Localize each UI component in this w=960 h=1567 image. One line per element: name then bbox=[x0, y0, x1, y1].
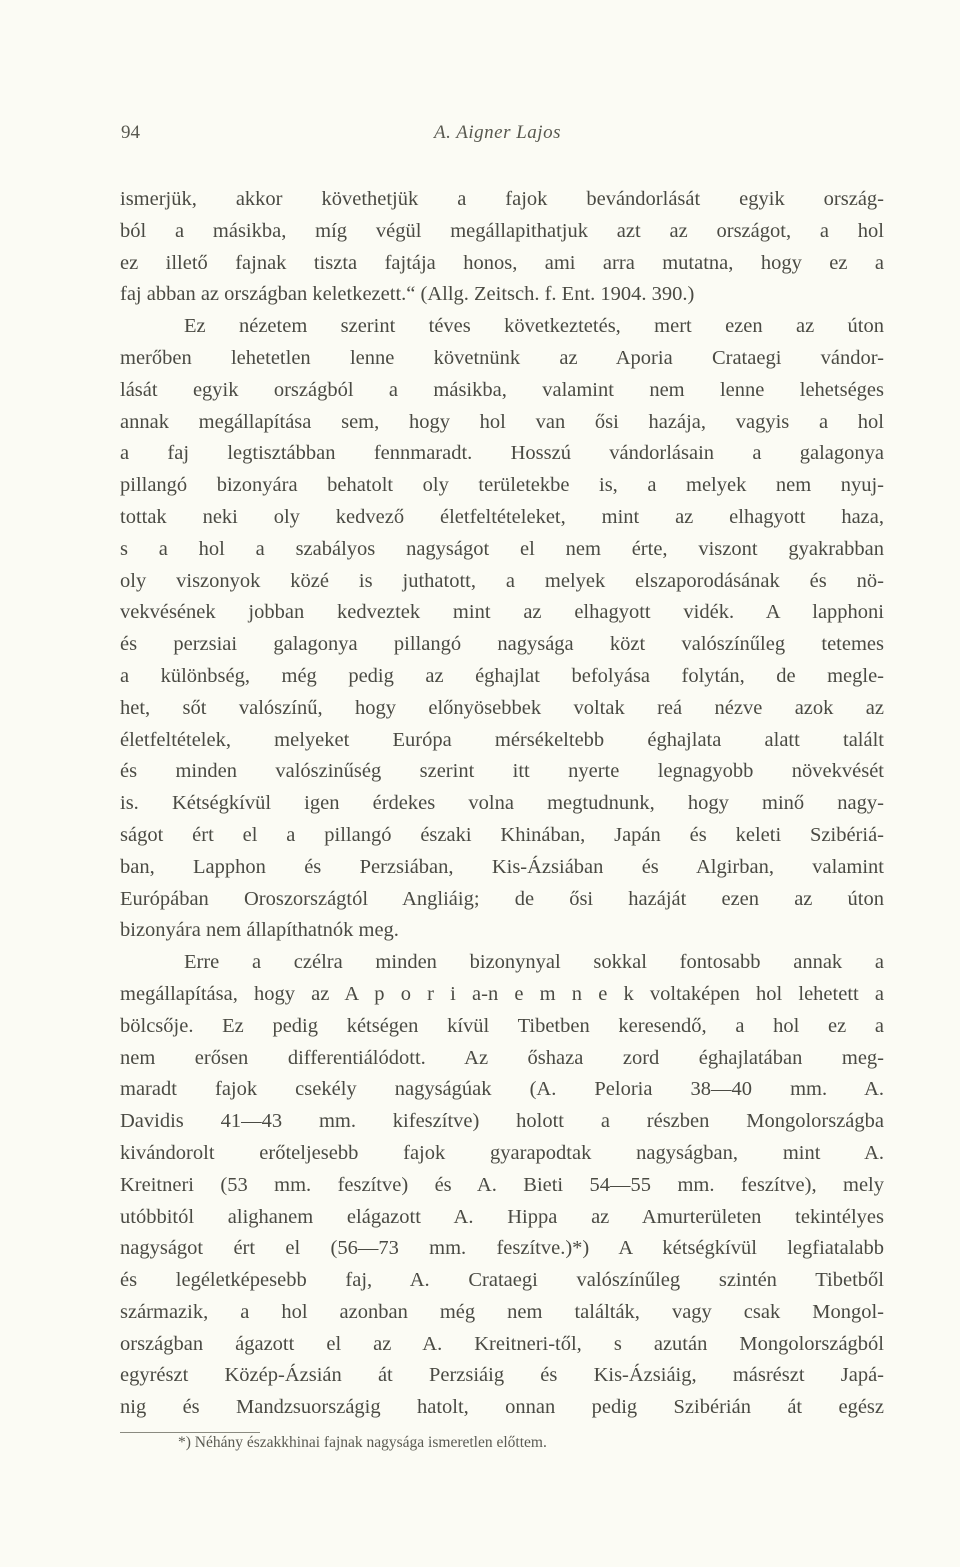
text-line: faj abban az országban keletkezett.“ (Allg. Zeitsch. f. Ent. 1904. 390.) bbox=[120, 283, 695, 306]
text-line: kivándorolt erőteljesebb fajok gyarapodtak nagyságban, mint A. bbox=[120, 1141, 884, 1164]
text-line: megállapítása, hogy az A p o r i a-n e m n e k voltaképen hol lehetett a bbox=[120, 982, 884, 1005]
text-line: ságot ért el a pillangó északi Khinában, Japán és keleti Szibériá- bbox=[120, 823, 884, 846]
text-line: lását egyik országból a másikba, valamint nem lenne lehetséges bbox=[120, 378, 884, 401]
text-line: bölcsője. Ez pedig kétségen kívül Tibetben keresendő, a hol ez a bbox=[120, 1014, 884, 1037]
text-line: egyrészt Közép-Ázsián át Perzsiáig és Kis-Ázsiáig, másrészt Japá- bbox=[120, 1364, 884, 1387]
text-line: országban ágazott el az A. Kreitneri-től, s azután Mongolországból bbox=[120, 1332, 884, 1355]
text-line: ismerjük, akkor követhetjük a fajok bevándorlását egyik ország- bbox=[120, 188, 884, 210]
page-number: 94 bbox=[121, 122, 140, 143]
text-line: a faj legtisztábban fennmaradt. Hosszú vándorlásain a galagonya bbox=[120, 442, 884, 465]
text-line: maradt fajok csekély nagyságúak (A. Peloria 38—40 mm. A. bbox=[120, 1078, 884, 1101]
body-text bbox=[120, 184, 884, 1424]
text-line: nem erősen differentiálódott. Az őshaza zord éghajlatában meg- bbox=[120, 1046, 884, 1069]
text-line: vekvésének jobban kedveztek mint az elhagyott vidék. A lapphoni bbox=[120, 601, 884, 624]
text-line: és perzsiai galagonya pillangó nagysága közt valószínűleg tetemes bbox=[120, 633, 884, 656]
footnote: *) Néhány északkhinai fajnak nagysága ismeretlen előttem. bbox=[178, 1434, 547, 1451]
text-line: Európában Oroszországtól Angliáig; de ősi hazáját ezen az úton bbox=[120, 887, 884, 910]
text-line: Davidis 41—43 mm. kifeszítve) holott a részben Mongolországba bbox=[120, 1110, 884, 1133]
text-line: életfeltételek, melyeket Európa mérsékeltebb éghajlata alatt talált bbox=[120, 728, 884, 751]
text-line: oly viszonyok közé is juthatott, a melyek elszaporodásának és nö- bbox=[120, 569, 884, 592]
text-line: merőben lehetetlen lenne követnünk az Aporia Crataegi vándor- bbox=[120, 346, 884, 369]
text-line: nagyságot ért el (56—73 mm. feszítve.)*) A kétségkívül legfiatalabb bbox=[120, 1237, 884, 1260]
text-line: bizonyára nem állapíthatnók meg. bbox=[120, 919, 399, 942]
text-line: Ez nézetem szerint téves következtetés, mert ezen az úton bbox=[184, 315, 884, 338]
text-line: ból a másikba, míg végül megállapithatjuk azt az országot, a hol bbox=[120, 219, 884, 242]
footnote-rule bbox=[120, 1432, 260, 1433]
text-line: tottak neki oly kedvező életfeltételeket, mint az elhagyott haza, bbox=[120, 505, 884, 528]
text-line: is. Kétségkívül igen érdekes volna megtudnunk, hogy minő nagy- bbox=[120, 792, 884, 815]
text-line: származik, a hol azonban még nem találták, vagy csak Mongol- bbox=[120, 1300, 884, 1323]
text-line: s a hol a szabályos nagyságot el nem érte, viszont gyakrabban bbox=[120, 537, 884, 560]
text-line: ban, Lapphon és Perzsiában, Kis-Ázsiában és Algirban, valamint bbox=[120, 855, 884, 878]
text-line: és minden valószinűség szerint itt nyerte legnagyobb növekvését bbox=[120, 760, 884, 783]
text-line: annak megállapítása sem, hogy hol van ősi hazája, vagyis a hol bbox=[120, 410, 884, 433]
text-line: utóbbitól alighanem elágazott A. Hippa az Amurterületen tekintélyes bbox=[120, 1205, 884, 1228]
text-line: Erre a czélra minden bizonynyal sokkal fontosabb annak a bbox=[184, 951, 884, 974]
text-line: het, sőt valószínű, hogy előnyösebbek voltak reá nézve azok az bbox=[120, 696, 884, 719]
text-line: Kreitneri (53 mm. feszítve) és A. Bieti 54—55 mm. feszítve), mely bbox=[120, 1173, 884, 1196]
running-head: A. Aigner Lajos bbox=[434, 122, 561, 143]
text-line: ez illető fajnak tiszta fajtája honos, ami arra mutatna, hogy ez a bbox=[120, 251, 884, 274]
text-line: a különbség, még pedig az éghajlat befolyása folytán, de megle- bbox=[120, 664, 884, 687]
text-line: nig és Mandzsuországig hatolt, onnan pedig Szibérián át egész bbox=[120, 1396, 884, 1419]
text-line: pillangó bizonyára behatolt oly területekbe is, a melyek nem nyuj- bbox=[120, 474, 884, 497]
text-line: és legéletképesebb faj, A. Crataegi valószínűleg szintén Tibetből bbox=[120, 1269, 884, 1292]
